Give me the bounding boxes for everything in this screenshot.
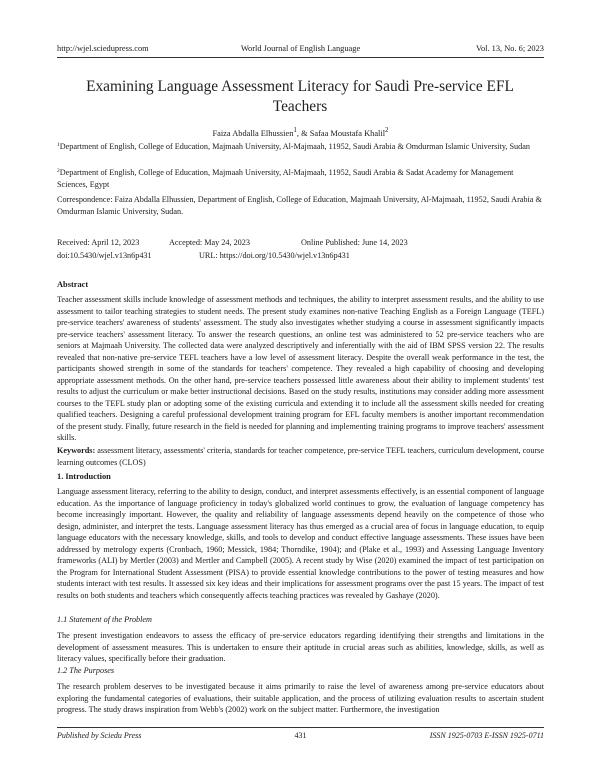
journal-url[interactable]: http://wjel.sciedupress.com — [57, 44, 149, 53]
affiliation-1-sup: 1 — [57, 142, 60, 148]
footer-rule — [57, 727, 544, 728]
author-2: Safaa Moustafa Khalil — [309, 128, 386, 138]
s12-heading: 1.2 The Purposes — [57, 666, 115, 675]
accepted-date: Accepted: May 24, 2023 — [169, 238, 250, 247]
affiliation-2 — [57, 167, 544, 190]
affiliation-2-text: Department of English, College of Education, Majmaah University, Al-Majmaah, 11952, Saudi Arabia & Sadat Academy for Management Sciences, Egypt — [57, 168, 514, 189]
doi[interactable]: doi:10.5430/wjel.v13n6p431 — [57, 251, 152, 260]
s12-text: The research problem deserves to be investigated because it aims primarily to raise the level of awareness among pre-service educators about exploring the fundamental categories of evaluations, their suitable application, and the process of utilizing evaluation results to ascertain student progress. The study draws inspiration from Webb's (2002) work on the subject matter. Furthermore, the investigation — [57, 682, 544, 714]
publisher: Published by Sciedu Press — [57, 731, 142, 740]
affiliation-2-sup: 2 — [57, 168, 60, 174]
intro-text: Language assessment literacy, referring to the ability to design, conduct, and interpret assessments effectively, is an essential component of language education. As the importance of language proficiency in today's globalized world continues to grow, the evaluation of language competency has become increasingly important. However, the quality and reliability of language assessments depend heavily on the competence of those who design, administer, and interpret the tests. Language assessment literacy has thus emerged as a crucial area of focus in language education, to equip language educators with the necessary knowledge, skills, and tools to develop and conduct effective language assessments. These issues have been addressed by metrology experts (Cronbach, 1960; Messick, 1984; Thorndike, 1904); and (Plake et al., 1993) and Assessing Language Inventory frameworks (ALI) by Mertler (2003) and Mertler and Campbell (2005). A recent study by Wise (2020) examined the impact of test participation on the Program for International Student Assessment (PISA) to provide essential knowledge contributions to the power of testing measures and how students interact with test results. It assessed six key ideas and their implications for assessment programs over the past 15 years. The impact of test results on both students and teachers which consequently affects teaching practices was revealed by Gashaye (2020). — [57, 487, 544, 600]
author-line — [57, 126, 544, 138]
keywords-label: Keywords: — [57, 446, 96, 455]
keywords-text: assessment literacy, assessments' criteria, standards for teacher competence, pre-service TEFL teachers, curriculum development, course learning outcomes (CLOS) — [57, 446, 544, 467]
paper-title: Examining Language Assessment Literacy for Saudi Pre-service EFL Teachers — [86, 78, 514, 115]
author-2-sup: 2 — [385, 126, 389, 134]
s11-heading: 1.1 Statement of the Problem — [57, 615, 152, 624]
abstract-text: Teacher assessment skills include knowledge of assessment methods and techniques, the ability to interpret assessment results, and the ability to use assessment to tailor teaching strategies to student needs. The present study examines non-native Teaching English as a Foreign Language (TEFL) pre-service teachers' awareness of students' assessment. The study also investigates whether studying a course in assessment significantly impacts pre-service teachers' assessment literacy. To answer the research questions, an online test was administered to 52 pre-service teachers who are seniors at Majmaah University. The collected data were analyzed descriptively and inferentially with the aid of IBM SPSS version 22. The results revealed that non-native pre-service TEFL teachers have a low level of assessment literacy. Despite the overall weak performance in the test, the participants showed strength in some of the standards for teachers' competence. They revealed a high capability of choosing and developing appropriate assessment methods. On the other hand, pre-service teachers possessed little awareness about their ability to implement students' test results to adjust the curriculum or make better instructional decisions. Based on the study results, institutions may consider adding more assessment courses to the TEFL study plan or adopting some of the existing curricula and extending it to include all the assessment skills needed for creating qualified teachers. Designing a careful professional development training program for EFL faculty members is another important recommendation of the present study. Finally, future research in the field is needed for planning and implementing training programs to improve teachers' assessment skills. — [57, 295, 544, 442]
intro-heading: 1. Introduction — [57, 472, 111, 481]
s11-text: The present investigation endeavors to assess the efficacy of pre-service educators regarding identifying their strengths and limitations in the development of assessment measures. This is undertaken to ensure their aptitude in crucial areas such as abilities, knowledge, skills, as well as literacy values, specifically before their graduation. — [57, 631, 544, 663]
author-separator: , & — [296, 128, 310, 138]
doi-url[interactable]: URL: https://doi.org/10.5430/wjel.v13n6p431 — [199, 251, 350, 260]
running-header — [57, 44, 544, 56]
volume-info: Vol. 13, No. 6; 2023 — [475, 44, 544, 53]
keywords — [57, 445, 544, 468]
header-rule — [57, 57, 544, 58]
author-1-sup: 1 — [293, 126, 297, 134]
affiliation-1 — [57, 141, 544, 153]
page-number: 431 — [294, 731, 307, 740]
received-date: Received: April 12, 2023 — [57, 238, 140, 247]
published-date: Online Published: June 14, 2023 — [301, 238, 408, 247]
issn: ISSN 1925-0703 E-ISSN 1925-0711 — [429, 731, 544, 740]
affiliation-1-text: Department of English, College of Education, Majmaah University, Al-Majmaah, 11952, Saudi Arabia & Omdurman Islamic University, Sudan — [59, 142, 530, 151]
abstract-heading: Abstract — [57, 280, 89, 289]
author-1: Faiza Abdalla Elhussien — [212, 128, 294, 138]
running-footer — [57, 731, 544, 743]
journal-name: World Journal of English Language — [240, 44, 361, 53]
correspondence: Correspondence: Faiza Abdalla Elhussien, Department of English, College of Education, Majmaah University, Al-Majmaah, 11952, Saudi Arabia & Omdurman Islamic University, Sudan. — [57, 195, 542, 216]
